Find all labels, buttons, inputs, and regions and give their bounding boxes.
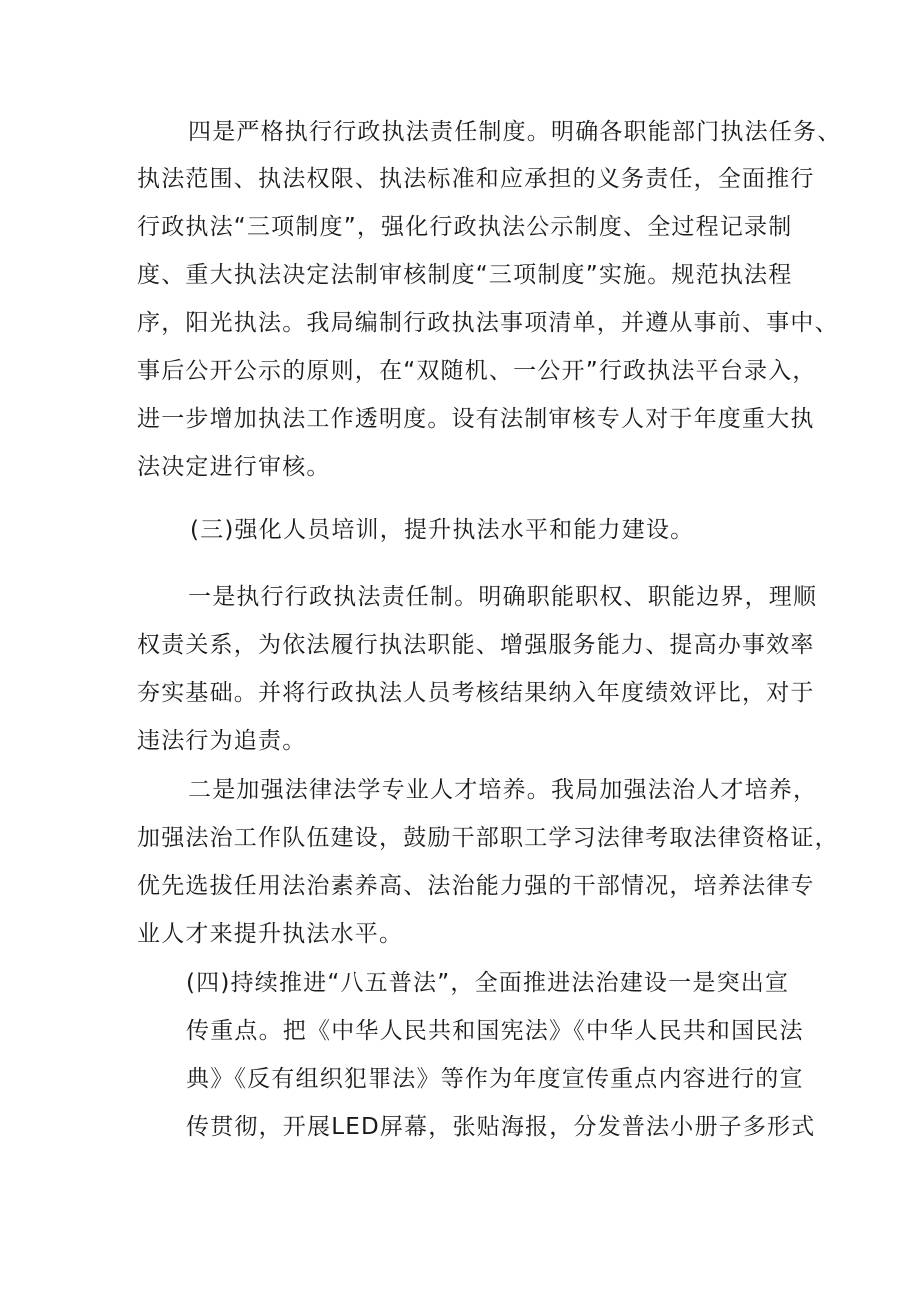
paragraph-line: 序，阳光执法。我局编制行政执法事项清单，并遵从事前、事中、	[137, 310, 839, 336]
paragraph-line: 事后公开公示的原则，在“双随机、一公开”行政执法平台录入，	[137, 358, 817, 384]
paragraph-line: 业人才来提升执法水平。	[137, 921, 404, 947]
paragraph-line: 加强法治工作队伍建设，鼓励干部职工学习法律考取法律资格证，	[137, 825, 839, 851]
paragraph-line: 典》《反有组织犯罪法》等作为年度宣传重点内容进行的宣	[186, 1066, 804, 1092]
section-heading: (四)持续推进“八五普法”，全面推进法治建设一是突出宣	[186, 970, 790, 996]
paragraph-line: 行政执法“三项制度”，强化行政执法公示制度、全过程记录制	[137, 214, 793, 240]
paragraph-line: 优先选拔任用法治素养高、法治能力强的干部情况，培养法律专	[137, 873, 815, 899]
paragraph-line: 执法范围、执法权限、执法标准和应承担的义务责任，全面推行	[137, 166, 815, 192]
paragraph-line: 一是执行行政执法责任制。明确职能职权、职能边界，理顺	[188, 584, 818, 610]
paragraph-line: 传贯彻，开展LED屏幕，张贴海报，分发普法小册子多形式	[186, 1114, 816, 1140]
paragraph-line: 夯实基础。并将行政执法人员考核结果纳入年度绩效评比，对于	[137, 680, 815, 706]
paragraph-line: 进一步增加执法工作透明度。设有法制审核专人对于年度重大执	[137, 406, 815, 432]
section-heading: (三)强化人员培训，提升执法水平和能力建设。	[190, 517, 695, 543]
paragraph-line: 权责关系，为依法履行执法职能、增强服务能力、提高办事效率	[137, 632, 815, 658]
paragraph-line: 传重点。把《中华人民共和国宪法》《中华人民共和国民法	[186, 1018, 804, 1044]
paragraph-line: 法决定进行审核。	[137, 454, 331, 480]
paragraph-line: 二是加强法律法学专业人才培养。我局加强法治人才培养，	[188, 777, 818, 803]
paragraph-line: 度、重大执法决定法制审核制度“三项制度”实施。规范执法程	[137, 262, 793, 288]
paragraph-line: 四是严格执行行政执法责任制度。明确各职能部门执法任务、	[188, 119, 842, 145]
paragraph-line: 违法行为追责。	[137, 728, 307, 754]
